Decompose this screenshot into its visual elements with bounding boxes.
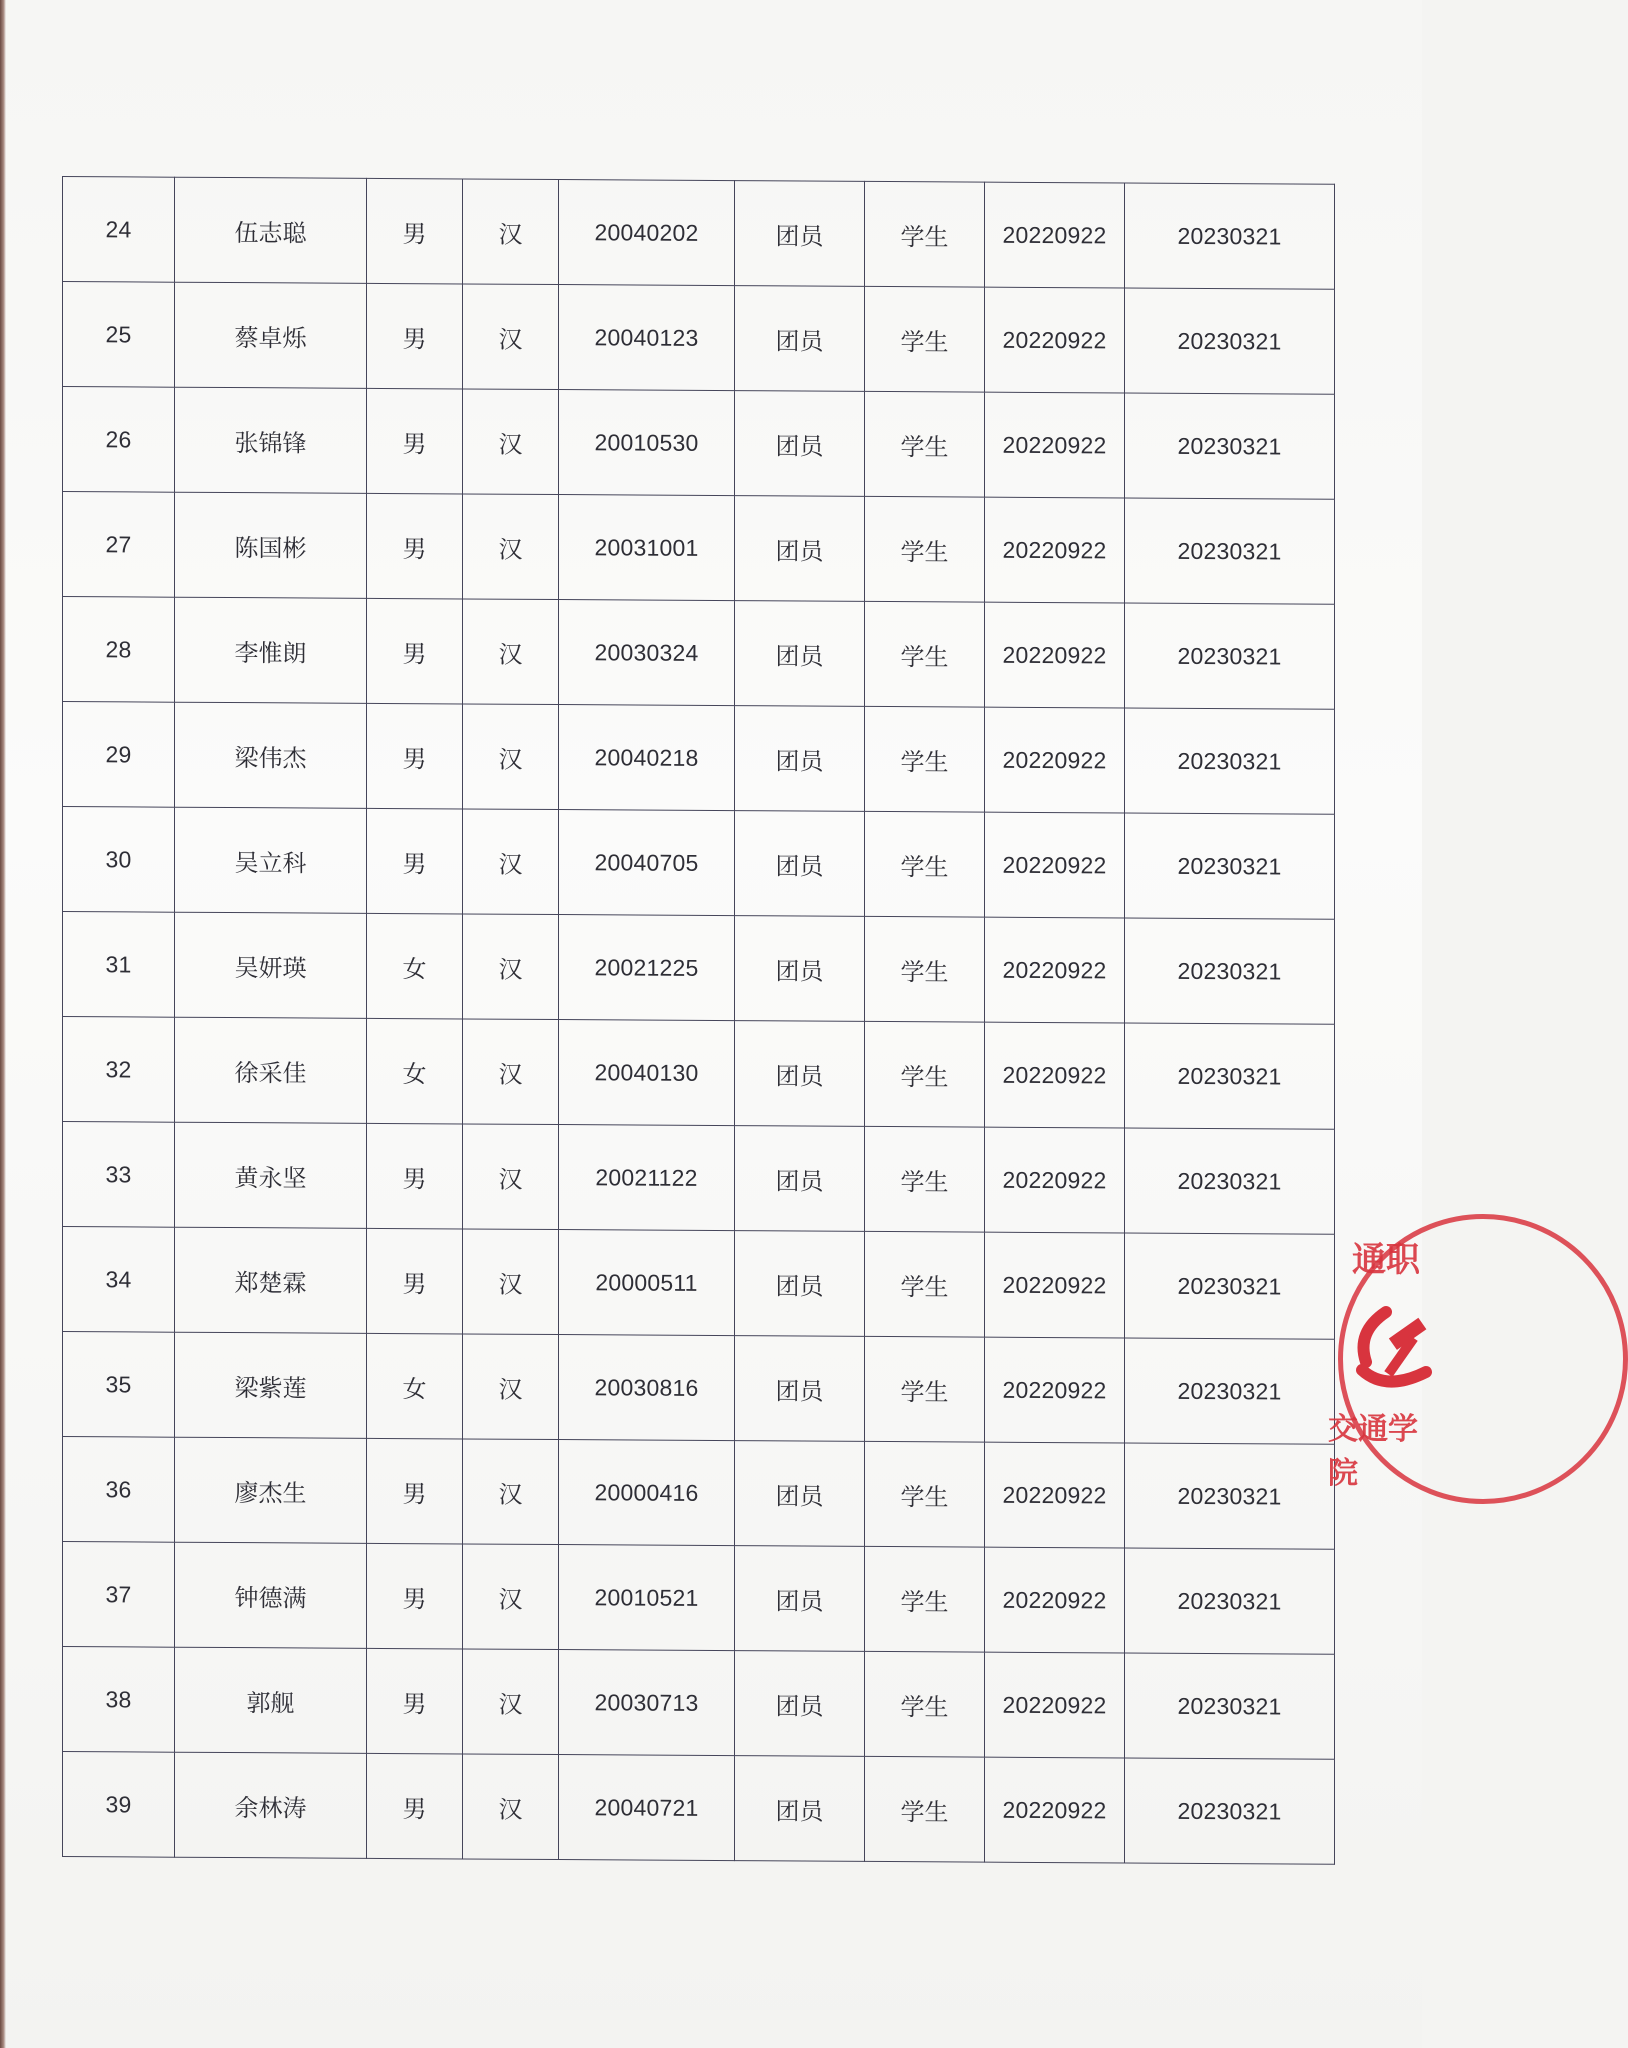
date-2-cell: 20230321 <box>1125 708 1335 814</box>
name-cell: 蔡卓烁 <box>175 282 367 388</box>
political-status-cell: 团员 <box>735 601 865 707</box>
table-row <box>63 1122 1335 1235</box>
ethnicity-cell: 汉 <box>463 494 559 600</box>
table-row <box>63 1017 1335 1130</box>
name-cell: 李惟朗 <box>175 597 367 703</box>
gender-cell: 男 <box>367 808 463 914</box>
gender-cell: 男 <box>367 1648 463 1754</box>
name-cell: 张锦锋 <box>175 387 367 493</box>
political-status-cell: 团员 <box>735 1336 865 1442</box>
date-1-cell: 20220922 <box>985 812 1125 918</box>
occupation-cell: 学生 <box>865 1756 985 1862</box>
row-number-cell: 27 <box>63 492 175 598</box>
occupation-cell: 学生 <box>865 1021 985 1127</box>
row-number-cell: 24 <box>63 177 175 283</box>
date-1-cell: 20220922 <box>985 1652 1125 1758</box>
ethnicity-cell: 汉 <box>463 1334 559 1440</box>
row-number-cell: 28 <box>63 597 175 703</box>
date-1-cell: 20220922 <box>985 1127 1125 1233</box>
gender-cell: 男 <box>367 388 463 494</box>
name-cell: 廖杰生 <box>175 1437 367 1543</box>
birth-date-cell: 20021225 <box>559 915 735 1021</box>
ethnicity-cell: 汉 <box>463 914 559 1020</box>
seal-text-bottom: 交通学院 <box>1328 1412 1418 1491</box>
occupation-cell: 学生 <box>865 391 985 497</box>
row-number-cell: 29 <box>63 702 175 808</box>
table-row <box>63 282 1335 395</box>
row-number-cell: 25 <box>63 282 175 388</box>
birth-date-cell: 20030713 <box>559 1650 735 1756</box>
ethnicity-cell: 汉 <box>463 1439 559 1545</box>
row-number-cell: 37 <box>63 1542 175 1648</box>
date-2-cell: 20230321 <box>1125 1758 1335 1864</box>
political-status-cell: 团员 <box>735 181 865 287</box>
table-row <box>63 1542 1335 1655</box>
date-1-cell: 20220922 <box>985 707 1125 813</box>
table-row <box>63 1437 1335 1550</box>
ethnicity-cell: 汉 <box>463 1649 559 1755</box>
ethnicity-cell: 汉 <box>463 1754 559 1860</box>
occupation-cell: 学生 <box>865 1126 985 1232</box>
gender-cell: 男 <box>367 1438 463 1544</box>
ethnicity-cell: 汉 <box>463 179 559 285</box>
political-status-cell: 团员 <box>735 706 865 812</box>
birth-date-cell: 20031001 <box>559 495 735 601</box>
date-1-cell: 20220922 <box>985 1442 1125 1548</box>
occupation-cell: 学生 <box>865 1651 985 1757</box>
occupation-cell: 学生 <box>865 1441 985 1547</box>
official-seal-stamp <box>1328 1214 1422 1500</box>
table-row <box>63 1752 1335 1865</box>
name-cell: 伍志聪 <box>175 177 367 283</box>
member-roster-table <box>62 176 1335 1865</box>
name-cell: 梁伟杰 <box>175 702 367 808</box>
gender-cell: 男 <box>367 1123 463 1229</box>
row-number-cell: 35 <box>63 1332 175 1438</box>
name-cell: 余林涛 <box>175 1752 367 1858</box>
name-cell: 陈国彬 <box>175 492 367 598</box>
date-1-cell: 20220922 <box>985 1547 1125 1653</box>
table-row <box>63 492 1335 605</box>
date-2-cell: 20230321 <box>1125 183 1335 289</box>
date-1-cell: 20220922 <box>985 602 1125 708</box>
political-status-cell: 团员 <box>735 1126 865 1232</box>
table-row <box>63 1332 1335 1445</box>
occupation-cell: 学生 <box>865 916 985 1022</box>
ethnicity-cell: 汉 <box>463 389 559 495</box>
date-2-cell: 20230321 <box>1125 918 1335 1024</box>
birth-date-cell: 20040721 <box>559 1755 735 1861</box>
name-cell: 郑楚霖 <box>175 1227 367 1333</box>
date-1-cell: 20220922 <box>985 1757 1125 1863</box>
row-number-cell: 38 <box>63 1647 175 1753</box>
occupation-cell: 学生 <box>865 1336 985 1442</box>
date-2-cell: 20230321 <box>1125 603 1335 709</box>
gender-cell: 女 <box>367 913 463 1019</box>
table-row <box>63 1227 1335 1340</box>
political-status-cell: 团员 <box>735 1546 865 1652</box>
ethnicity-cell: 汉 <box>463 1019 559 1125</box>
political-status-cell: 团员 <box>735 1651 865 1757</box>
gender-cell: 女 <box>367 1333 463 1439</box>
date-1-cell: 20220922 <box>985 1022 1125 1128</box>
date-1-cell: 20220922 <box>985 182 1125 288</box>
ethnicity-cell: 汉 <box>463 1229 559 1335</box>
political-status-cell: 团员 <box>735 916 865 1022</box>
date-2-cell: 20230321 <box>1125 1128 1335 1234</box>
political-status-cell: 团员 <box>735 811 865 917</box>
date-1-cell: 20220922 <box>985 497 1125 603</box>
row-number-cell: 39 <box>63 1752 175 1858</box>
political-status-cell: 团员 <box>735 286 865 392</box>
birth-date-cell: 20021122 <box>559 1125 735 1231</box>
gender-cell: 男 <box>367 1228 463 1334</box>
gender-cell: 男 <box>367 493 463 599</box>
gender-cell: 女 <box>367 1018 463 1124</box>
birth-date-cell: 20040130 <box>559 1020 735 1126</box>
table-row <box>63 702 1335 815</box>
political-status-cell: 团员 <box>735 1756 865 1862</box>
gender-cell: 男 <box>367 283 463 389</box>
gender-cell: 男 <box>367 598 463 704</box>
birth-date-cell: 20010521 <box>559 1545 735 1651</box>
occupation-cell: 学生 <box>865 1231 985 1337</box>
row-number-cell: 26 <box>63 387 175 493</box>
date-1-cell: 20220922 <box>985 1337 1125 1443</box>
table-row <box>63 387 1335 500</box>
name-cell: 郭舰 <box>175 1647 367 1753</box>
row-number-cell: 32 <box>63 1017 175 1123</box>
occupation-cell: 学生 <box>865 1546 985 1652</box>
birth-date-cell: 20030324 <box>559 600 735 706</box>
birth-date-cell: 20040123 <box>559 285 735 391</box>
date-1-cell: 20220922 <box>985 1232 1125 1338</box>
row-number-cell: 31 <box>63 912 175 1018</box>
occupation-cell: 学生 <box>865 181 985 287</box>
gender-cell: 男 <box>367 178 463 284</box>
date-2-cell: 20230321 <box>1125 813 1335 919</box>
table-row <box>63 597 1335 710</box>
name-cell: 徐采佳 <box>175 1017 367 1123</box>
table-row <box>63 1647 1335 1760</box>
row-number-cell: 34 <box>63 1227 175 1333</box>
date-2-cell: 20230321 <box>1125 393 1335 499</box>
gender-cell: 男 <box>367 1753 463 1859</box>
political-status-cell: 团员 <box>735 1441 865 1547</box>
ethnicity-cell: 汉 <box>463 599 559 705</box>
name-cell: 黄永坚 <box>175 1122 367 1228</box>
birth-date-cell: 20030816 <box>559 1335 735 1441</box>
name-cell: 吴妍瑛 <box>175 912 367 1018</box>
birth-date-cell: 20000511 <box>559 1230 735 1336</box>
row-number-cell: 33 <box>63 1122 175 1228</box>
date-2-cell: 20230321 <box>1125 1338 1335 1444</box>
seal-text-top: 通职 <box>1352 1240 1420 1280</box>
name-cell: 钟德满 <box>175 1542 367 1648</box>
ethnicity-cell: 汉 <box>463 1544 559 1650</box>
date-2-cell: 20230321 <box>1125 1023 1335 1129</box>
roster-body <box>63 177 1335 1865</box>
ethnicity-cell: 汉 <box>463 704 559 810</box>
date-2-cell: 20230321 <box>1125 1653 1335 1759</box>
row-number-cell: 30 <box>63 807 175 913</box>
occupation-cell: 学生 <box>865 496 985 602</box>
occupation-cell: 学生 <box>865 706 985 812</box>
date-2-cell: 20230321 <box>1125 1233 1335 1339</box>
ethnicity-cell: 汉 <box>463 809 559 915</box>
birth-date-cell: 20040705 <box>559 810 735 916</box>
table-row <box>63 807 1335 920</box>
occupation-cell: 学生 <box>865 286 985 392</box>
row-number-cell: 36 <box>63 1437 175 1543</box>
name-cell: 梁紫莲 <box>175 1332 367 1438</box>
political-status-cell: 团员 <box>735 391 865 497</box>
birth-date-cell: 20040202 <box>559 180 735 286</box>
table-row <box>63 912 1335 1025</box>
political-status-cell: 团员 <box>735 1021 865 1127</box>
table-row <box>63 177 1335 290</box>
date-1-cell: 20220922 <box>985 287 1125 393</box>
date-2-cell: 20230321 <box>1125 1443 1335 1549</box>
hammer-sickle-emblem-icon <box>1346 1292 1430 1412</box>
name-cell: 吴立科 <box>175 807 367 913</box>
birth-date-cell: 20040218 <box>559 705 735 811</box>
occupation-cell: 学生 <box>865 601 985 707</box>
birth-date-cell: 20000416 <box>559 1440 735 1546</box>
date-2-cell: 20230321 <box>1125 1548 1335 1654</box>
date-2-cell: 20230321 <box>1125 288 1335 394</box>
page-edge-shadow <box>0 0 6 2048</box>
date-1-cell: 20220922 <box>985 917 1125 1023</box>
gender-cell: 男 <box>367 1543 463 1649</box>
ethnicity-cell: 汉 <box>463 1124 559 1230</box>
birth-date-cell: 20010530 <box>559 390 735 496</box>
political-status-cell: 团员 <box>735 1231 865 1337</box>
ethnicity-cell: 汉 <box>463 284 559 390</box>
occupation-cell: 学生 <box>865 811 985 917</box>
date-1-cell: 20220922 <box>985 392 1125 498</box>
date-2-cell: 20230321 <box>1125 498 1335 604</box>
gender-cell: 男 <box>367 703 463 809</box>
political-status-cell: 团员 <box>735 496 865 602</box>
